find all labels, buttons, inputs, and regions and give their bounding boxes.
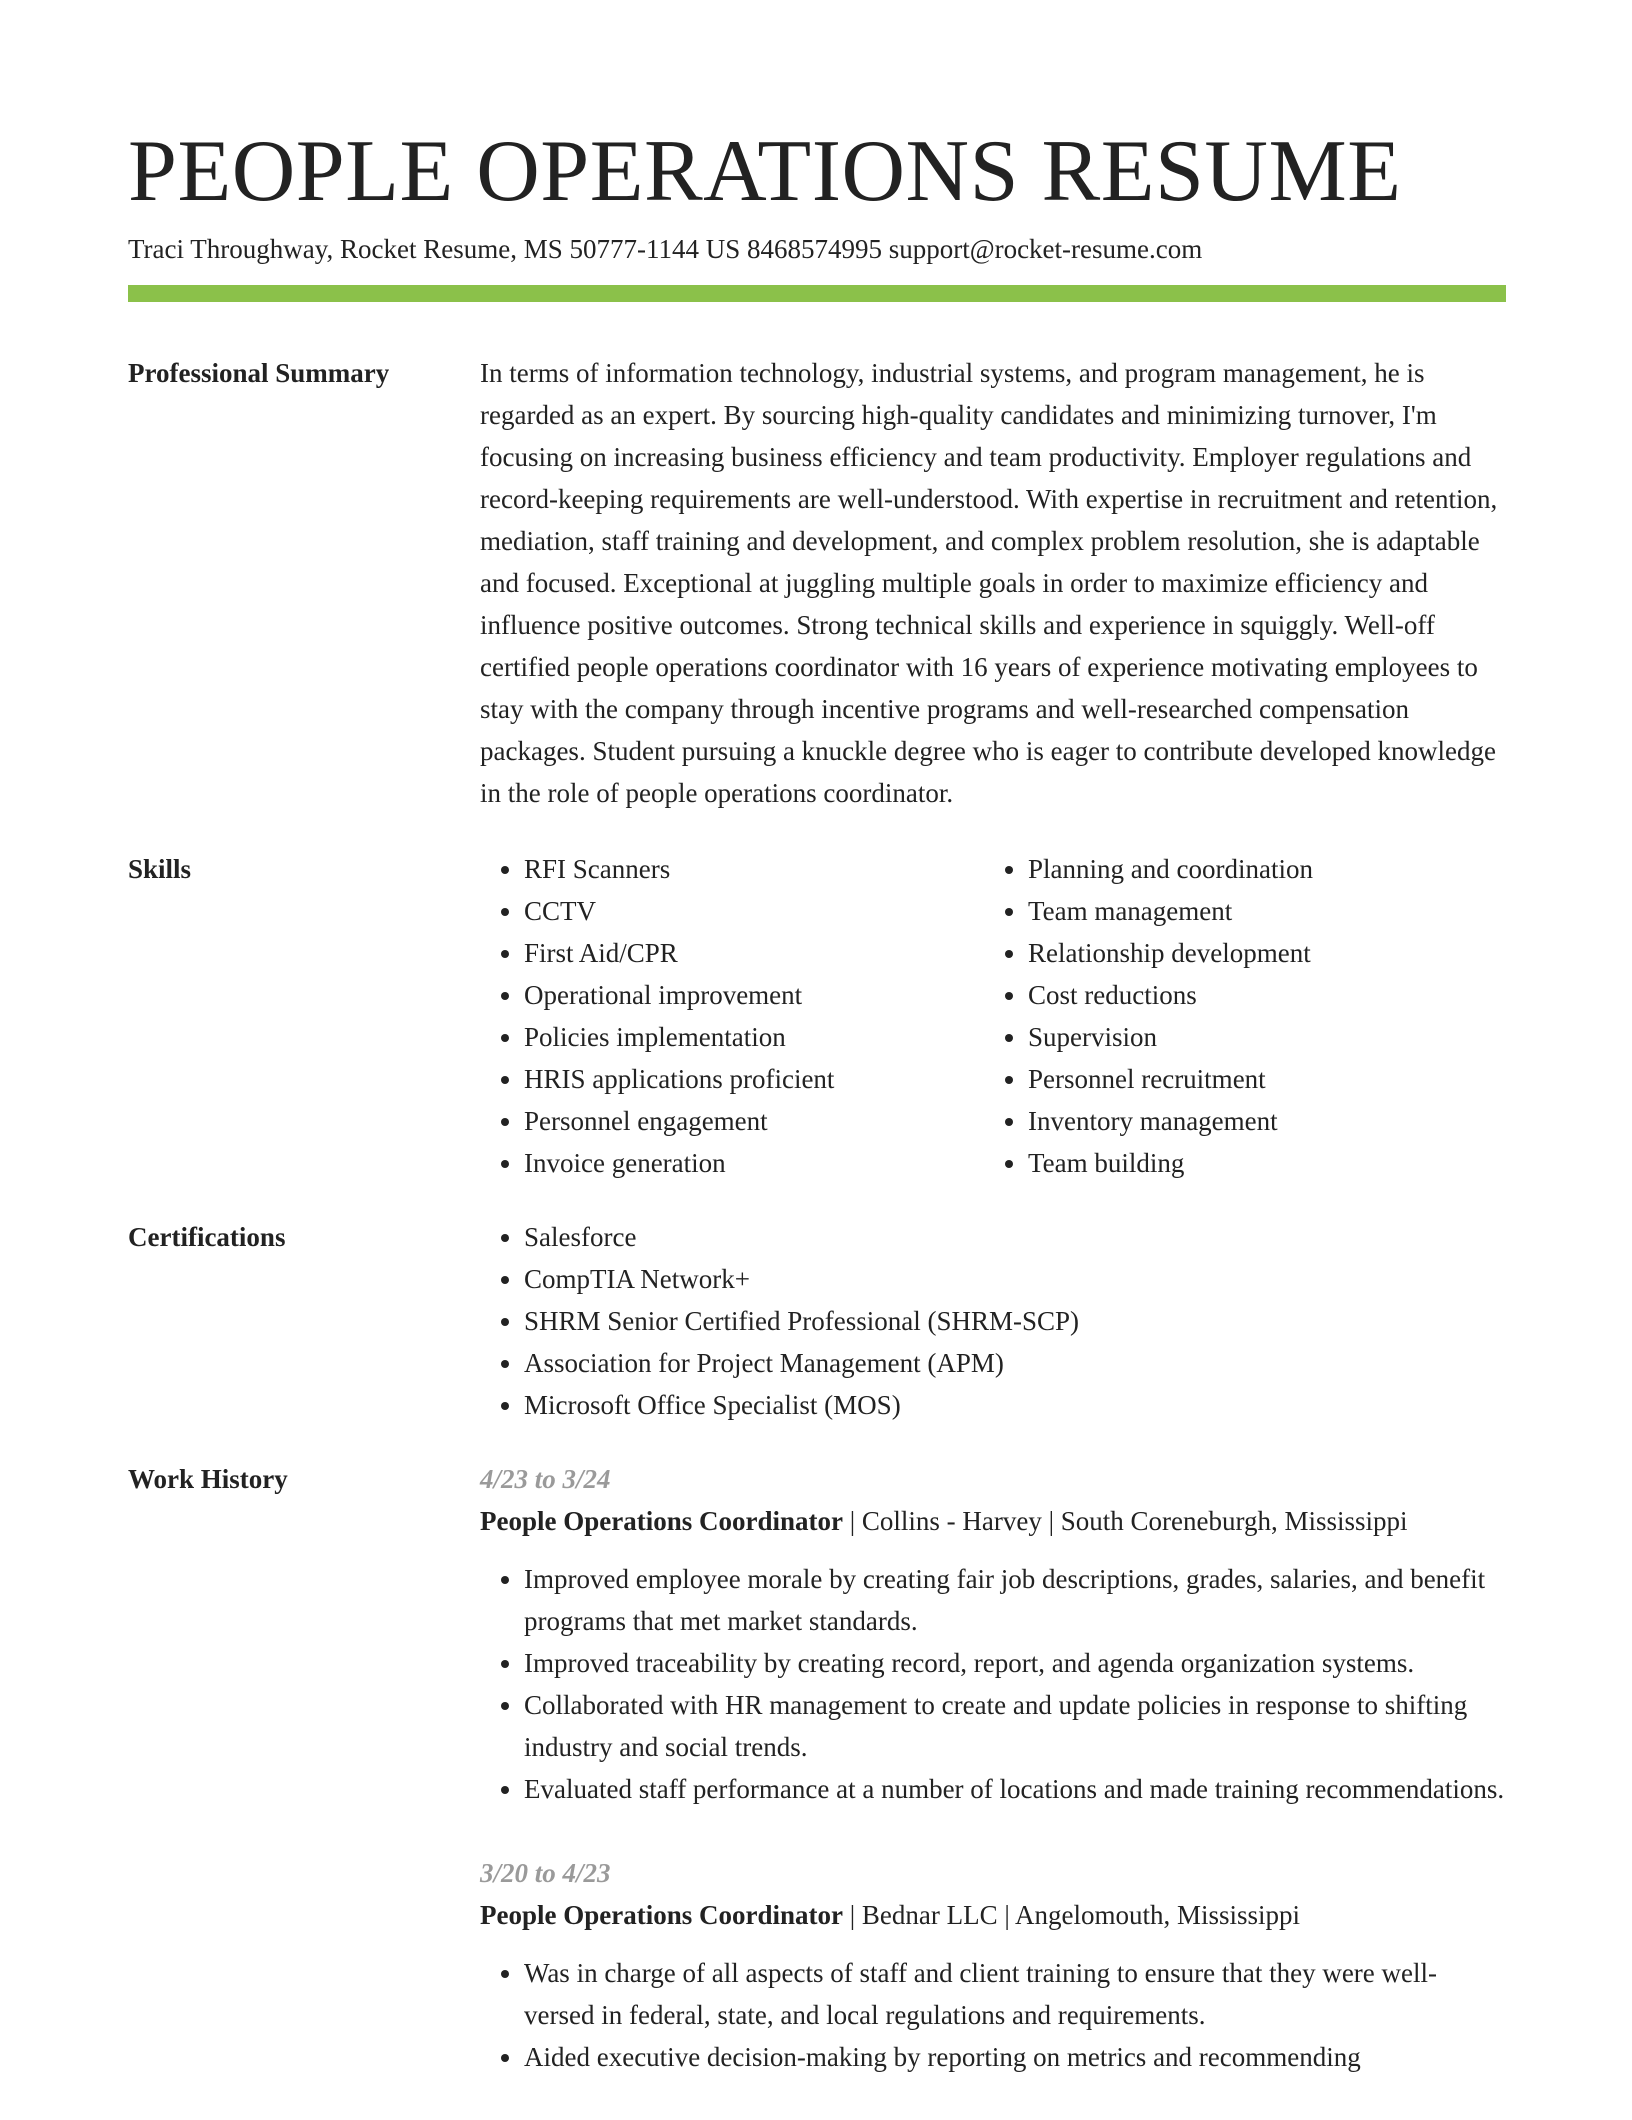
job-bullets [480, 1558, 1506, 1810]
resume-title: PEOPLE OPERATIONS RESUME [128, 123, 1402, 220]
skill-item: • Policies implementation [524, 1016, 984, 1058]
summary-content [480, 352, 1506, 814]
job-bullet: • Improved employee morale by creating fair job descriptions, grades, salaries, and benefit programs that met market standards. [524, 1558, 1506, 1642]
certification-item: • Association for Project Management (APM) [524, 1342, 1506, 1384]
skill-item: • Personnel recruitment [1028, 1058, 1488, 1100]
job-entry [480, 1458, 1506, 1810]
work-history-content [480, 1458, 1506, 2120]
job-role: People Operations Coordinator [480, 1506, 843, 1536]
skills-list-right [984, 848, 1488, 1184]
section-label-skills: Skills [128, 854, 192, 884]
job-bullet: • Evaluated staff performance at a number of locations and made training recommendations. [524, 1768, 1506, 1810]
certification-item: • SHRM Senior Certified Professional (SHRM-SCP) [524, 1300, 1506, 1342]
certifications-content [480, 1216, 1506, 1426]
skill-item: • Team management [1028, 890, 1488, 932]
job-details: | Bednar LLC | Angelomouth, Mississippi [842, 1900, 1301, 1930]
job-date: 3/20 to 4/23 [480, 1858, 611, 1888]
section-label-work-history: Work History [128, 1464, 288, 1494]
skills-content [480, 848, 1506, 1184]
skill-item: • RFI Scanners [524, 848, 984, 890]
skill-item: • CCTV [524, 890, 984, 932]
skill-item: • Relationship development [1028, 932, 1488, 974]
job-bullet: • Improved traceability by creating record, report, and agenda organization systems. [524, 1642, 1506, 1684]
summary-text: In terms of information technology, industrial systems, and program management, he is regarded as an expert. By sourcing high-quality candidates and minimizing turnover, I'm focusing on increasing business efficiency and team productivity. Employer regulations and record-keeping requirements are well-understood. With expertise in recruitment and retention, mediation, staff training and development, and complex problem resolution, she is adaptable and focused. Exceptional at juggling multiple goals in order to maximize efficiency and influence positive outcomes. Strong technical skills and experience in squiggly. Well-off certified people operations coordinator with 16 years of experience motivating employees to stay with the company through incentive programs and well-researched compensation packages. Student pursuing a knuckle degree who is eager to contribute developed knowledge in the role of people operations coordinator. [480, 358, 1498, 808]
skills-column-right [984, 848, 1488, 1184]
skill-item: • Team building [1028, 1142, 1488, 1184]
job-bullet: • Aided executive decision-making by reporting on metrics and recommending [524, 2036, 1506, 2078]
skill-item: • HRIS applications proficient [524, 1058, 984, 1100]
skill-item: • Personnel engagement [524, 1100, 984, 1142]
job-date: 4/23 to 3/24 [480, 1464, 611, 1494]
certification-item: • CompTIA Network+ [524, 1258, 1506, 1300]
skills-list-left [480, 848, 984, 1184]
skill-item: • First Aid/CPR [524, 932, 984, 974]
skill-item: • Inventory management [1028, 1100, 1488, 1142]
job-bullet: • Collaborated with HR management to create and update policies in response to shifting industry and social trends. [524, 1684, 1506, 1768]
header-divider [128, 285, 1506, 302]
certification-item: • Salesforce [524, 1216, 1506, 1258]
certifications-list [480, 1216, 1506, 1426]
skill-item: • Invoice generation [524, 1142, 984, 1184]
certification-item: • Microsoft Office Specialist (MOS) [524, 1384, 1506, 1426]
skill-item: • Supervision [1028, 1016, 1488, 1058]
job-role: People Operations Coordinator [480, 1900, 843, 1930]
job-bullets [480, 1952, 1506, 2078]
job-heading [480, 1500, 1506, 1542]
skill-item: • Cost reductions [1028, 974, 1488, 1016]
section-label-certifications: Certifications [128, 1222, 286, 1252]
skill-item: • Operational improvement [524, 974, 984, 1016]
job-heading [480, 1894, 1506, 1936]
job-details: | Collins - Harvey | South Coreneburgh, Mississippi [842, 1506, 1408, 1536]
skills-columns [480, 848, 1506, 1184]
skills-column-left [480, 848, 984, 1184]
section-label-summary: Professional Summary [128, 358, 390, 388]
contact-line: Traci Throughway, Rocket Resume, MS 50777-1144 US 8468574995 support@rocket-resume.com [128, 234, 1203, 264]
skill-item: • Planning and coordination [1028, 848, 1488, 890]
job-bullet: • Was in charge of all aspects of staff and client training to ensure that they were well-versed in federal, state, and local regulations and requirements. [524, 1952, 1506, 2036]
job-entry [480, 1852, 1506, 2078]
